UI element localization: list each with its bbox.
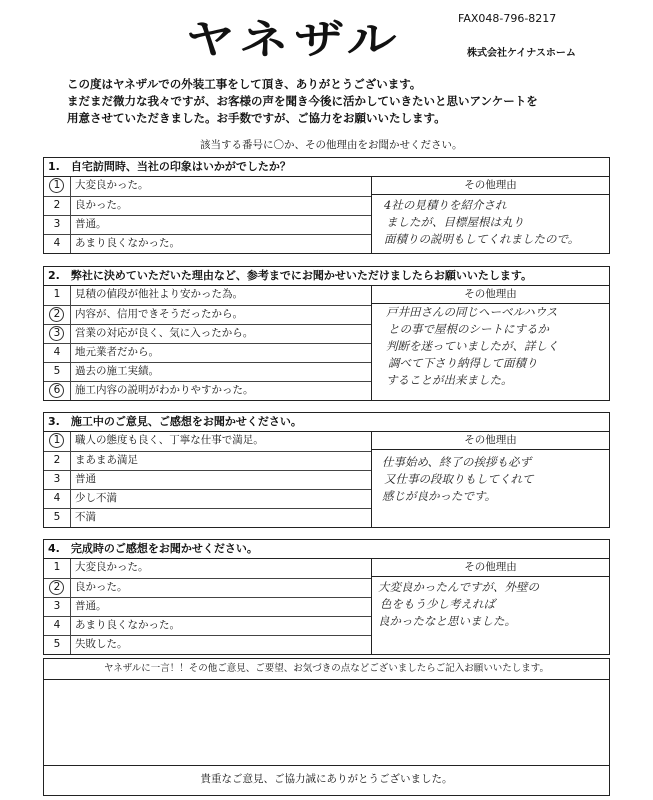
answer-option[interactable] [44, 362, 371, 381]
option-text: 不満 [75, 511, 96, 523]
other-reason-box[interactable] [371, 177, 609, 253]
option-number: 2 [44, 306, 71, 324]
answer-option[interactable] [44, 305, 371, 324]
option-number: 5 [44, 363, 71, 381]
option-text: 施工内容の説明がわかりやすかった。 [75, 384, 254, 396]
other-reason-label: その他理由 [372, 432, 609, 450]
option-number: 4 [44, 617, 71, 635]
other-reason-box[interactable] [371, 432, 609, 527]
answer-option[interactable] [44, 432, 371, 451]
option-number: 6 [44, 382, 71, 400]
option-text: 少し不満 [75, 492, 117, 504]
thanks-message: 貴重なご意見、ご協力誠にありがとうございました。 [44, 765, 609, 792]
answer-option[interactable] [44, 470, 371, 489]
option-text: 見積の値段が他社より安かった為。 [75, 288, 243, 300]
handwritten-answer-line: 又仕事の段取りもしてくれて [384, 472, 534, 486]
option-number: 4 [44, 344, 71, 362]
answer-option[interactable] [44, 234, 371, 253]
selected-circle-mark [49, 307, 64, 322]
answer-option[interactable] [44, 286, 371, 305]
option-number: 2 [44, 579, 71, 597]
yanezaru-logo: ヤネザル [185, 17, 402, 63]
option-text: あまり良くなかった。 [75, 237, 180, 249]
option-text: 大変良かった。 [75, 179, 149, 191]
handwritten-answer-line: 戸井田さんの同じヘーベルハウス [386, 305, 558, 319]
answer-option[interactable] [44, 489, 371, 508]
answer-option[interactable] [44, 559, 371, 578]
option-text: 良かった。 [75, 581, 128, 593]
handwritten-answer-line: 4社の見積りを紹介され [384, 198, 507, 212]
option-number: 3 [44, 471, 71, 489]
option-number: 3 [44, 598, 71, 616]
other-reason-box[interactable] [371, 559, 609, 654]
other-reason-label: その他理由 [372, 286, 609, 304]
option-number: 1 [44, 432, 71, 451]
intro-text [67, 76, 587, 127]
other-reason-label: その他理由 [372, 177, 609, 195]
answer-option[interactable] [44, 616, 371, 635]
answer-option[interactable] [44, 508, 371, 527]
option-text: 良かった。 [75, 199, 128, 211]
option-number: 1 [44, 286, 71, 305]
other-reason-label: その他理由 [372, 559, 609, 577]
option-number: 4 [44, 490, 71, 508]
answer-option[interactable] [44, 597, 371, 616]
question-section-1 [43, 157, 610, 254]
question-title: 1. 自宅訪問時、当社の印象はいかがでしたか？ [44, 158, 609, 177]
comment-box[interactable] [43, 658, 610, 796]
option-text: 地元業者だから。 [75, 346, 159, 358]
answer-option[interactable] [44, 578, 371, 597]
option-number: 1 [44, 559, 71, 578]
question-section-3 [43, 412, 610, 528]
intro-line: 用意させていただきました。お手数ですが、ご協力をお願いいたします。 [67, 111, 446, 125]
question-title: 2. 弊社に決めていただいた理由など、参考までにお聞かせいただけましたらお願いいたします。 [44, 267, 609, 286]
instruction-text: 該当する番号に〇か、その他理由をお聞かせください。 [200, 139, 463, 151]
question-title: 4. 完成時のご感想をお聞かせください。 [44, 540, 609, 559]
question-section-2 [43, 266, 610, 401]
option-text: 営業の対応が良く、気に入ったから。 [75, 327, 254, 339]
answer-option[interactable] [44, 324, 371, 343]
intro-line: まだまだ微力な我々ですが、お客様の声を聞き今後に活かしていきたいと思いアンケートを [67, 94, 538, 108]
handwritten-answer-line: ましたが、目標屋根は丸り [386, 215, 524, 229]
answer-option[interactable] [44, 196, 371, 215]
option-number: 2 [44, 452, 71, 470]
option-number: 5 [44, 636, 71, 654]
answer-option[interactable] [44, 177, 371, 196]
option-text: 失敗した。 [75, 638, 128, 650]
option-number: 1 [44, 177, 71, 196]
selected-circle-mark [49, 326, 64, 341]
handwritten-answer-line: 色をもう少し考えれば [380, 597, 495, 611]
question-section-4 [43, 539, 610, 655]
option-text: あまり良くなかった。 [75, 619, 180, 631]
option-text: 普通 [75, 473, 96, 485]
answer-option[interactable] [44, 381, 371, 400]
comment-heading: ヤネザルに一言！！その他ご意見、ご要望、お気づきの点などございましたらご記入お願いいたします。 [44, 659, 609, 680]
option-number: 5 [44, 509, 71, 527]
option-text: まあまあ満足 [75, 454, 138, 466]
handwritten-answer-line: 調べて下さり納得して面積り [388, 356, 538, 370]
answer-option[interactable] [44, 451, 371, 470]
intro-line: この度はヤネザルでの外装工事をして頂き、ありがとうございます。 [67, 77, 422, 91]
answer-option[interactable] [44, 635, 371, 654]
handwritten-answer-line: との事で屋根のシートにするか [388, 322, 549, 336]
handwritten-answer-line: 感じが良かったです。 [382, 489, 497, 503]
option-number: 2 [44, 197, 71, 215]
option-text: 職人の態度も良く、丁寧な仕事で満足。 [75, 434, 264, 446]
option-number: 4 [44, 235, 71, 253]
option-number: 3 [44, 325, 71, 343]
option-text: 内容が、信用できそうだったから。 [75, 308, 243, 320]
fax-number: FAX048-796-8217 [458, 12, 557, 25]
option-number: 3 [44, 216, 71, 234]
selected-circle-mark [49, 178, 64, 193]
handwritten-answer-line: 面積りの説明もしてくれましたので。 [384, 232, 580, 246]
question-title: 3. 施工中のご意見、ご感想をお聞かせください。 [44, 413, 609, 432]
handwritten-answer-line: することが出来ました。 [386, 373, 513, 387]
handwritten-answer-line: 大変良かったんですが、外壁の [378, 580, 539, 594]
selected-circle-mark [49, 433, 64, 448]
answer-option[interactable] [44, 343, 371, 362]
option-text: 大変良かった。 [75, 561, 149, 573]
option-text: 普通。 [75, 600, 107, 612]
answer-option[interactable] [44, 215, 371, 234]
selected-circle-mark [49, 383, 64, 398]
handwritten-answer-line: 判断を迷っていましたが、詳しく [386, 339, 559, 353]
other-reason-box[interactable] [371, 286, 609, 400]
handwritten-answer-line: 良かったなと思いました。 [378, 614, 516, 628]
handwritten-answer-line: 仕事始め、終了の挨拶も必ず [382, 455, 532, 469]
option-text: 普通。 [75, 218, 107, 230]
option-text: 過去の施工実績。 [75, 365, 159, 377]
selected-circle-mark [49, 580, 64, 595]
company-name: 株式会社ケイナスホーム [467, 48, 576, 59]
